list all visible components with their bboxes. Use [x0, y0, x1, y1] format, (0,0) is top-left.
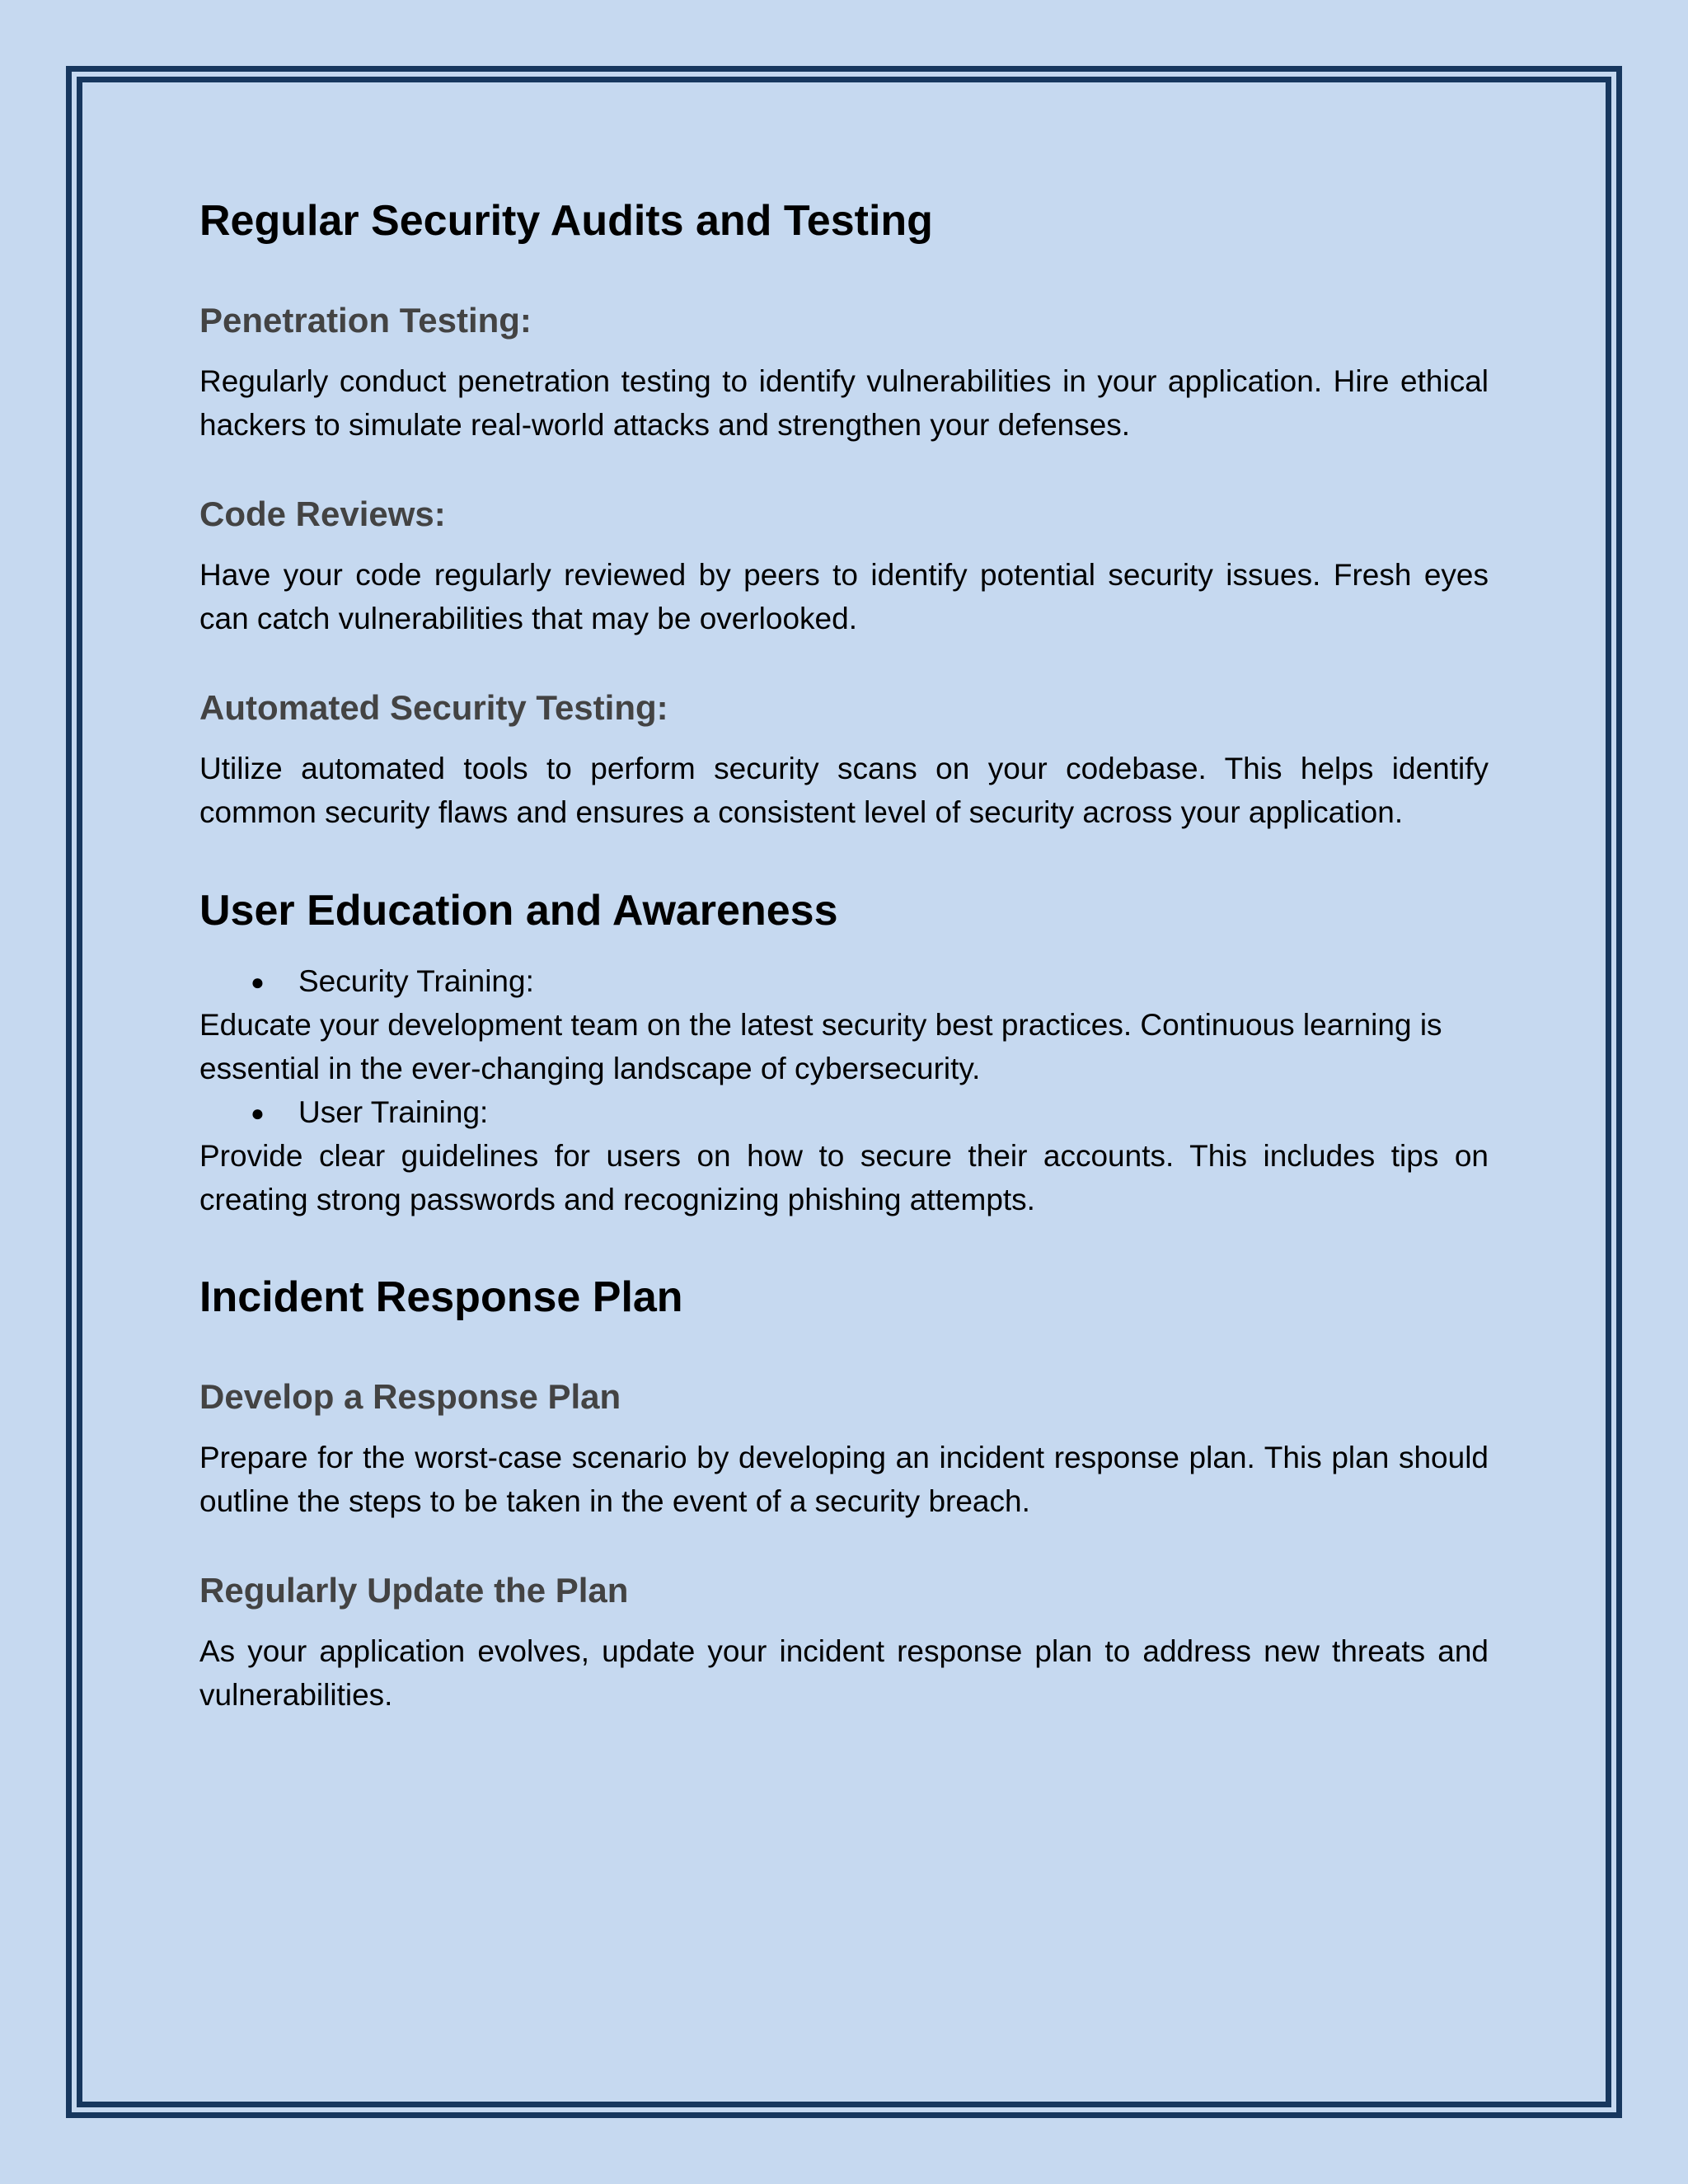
paragraph-penetration-testing: Regularly conduct penetration testing to identify vulnerabilities in your application. Hire ethical hackers to simulate real-world attacks and strengthen your defenses.: [199, 364, 1489, 442]
paragraph-user-training: Provide clear guidelines for users on how to secure their accounts. This includes tips on creating strong passwords and recognizing phishing attempts.: [199, 1139, 1489, 1216]
subheading-penetration-testing: Penetration Testing:: [199, 301, 532, 340]
bullet-item-security-training: [251, 959, 534, 1004]
subheading-code-reviews: Code Reviews:: [199, 494, 446, 533]
section-heading-user-education: User Education and Awareness: [199, 887, 838, 935]
subheading-automated-security-testing: Automated Security Testing:: [199, 688, 668, 727]
bullet-icon: ●: [251, 1100, 265, 1126]
bullet-icon: ●: [251, 969, 265, 995]
bullet-label: Security Training:: [298, 964, 534, 998]
paragraph-update-plan: As your application evolves, update your incident response plan to address new threats and vulnerabilities.: [199, 1634, 1489, 1712]
paragraph-security-training: Educate your development team on the latest security best practices. Continuous learning is essential in the ever-changing landscape of cybersecurity.: [199, 1008, 1442, 1085]
subheading-update-plan: Regularly Update the Plan: [199, 1571, 629, 1610]
paragraph-develop-response-plan: Prepare for the worst-case scenario by developing an incident response plan. This plan should outline the steps to be taken in the event of a security breach.: [199, 1441, 1489, 1518]
bullet-label: User Training:: [298, 1095, 489, 1129]
paragraph-automated-security-testing: Utilize automated tools to perform security scans on your codebase. This helps identify common security flaws and ensures a consistent level of security across your application.: [199, 752, 1489, 829]
paragraph-code-reviews: Have your code regularly reviewed by peers to identify potential security issues. Fresh eyes can catch vulnerabilities that may be overlooked.: [199, 558, 1489, 635]
section-heading-incident-response: Incident Response Plan: [199, 1273, 683, 1321]
subheading-develop-response-plan: Develop a Response Plan: [199, 1377, 621, 1416]
section-heading-security-audits: Regular Security Audits and Testing: [199, 197, 933, 245]
bullet-item-user-training: [251, 1090, 488, 1135]
